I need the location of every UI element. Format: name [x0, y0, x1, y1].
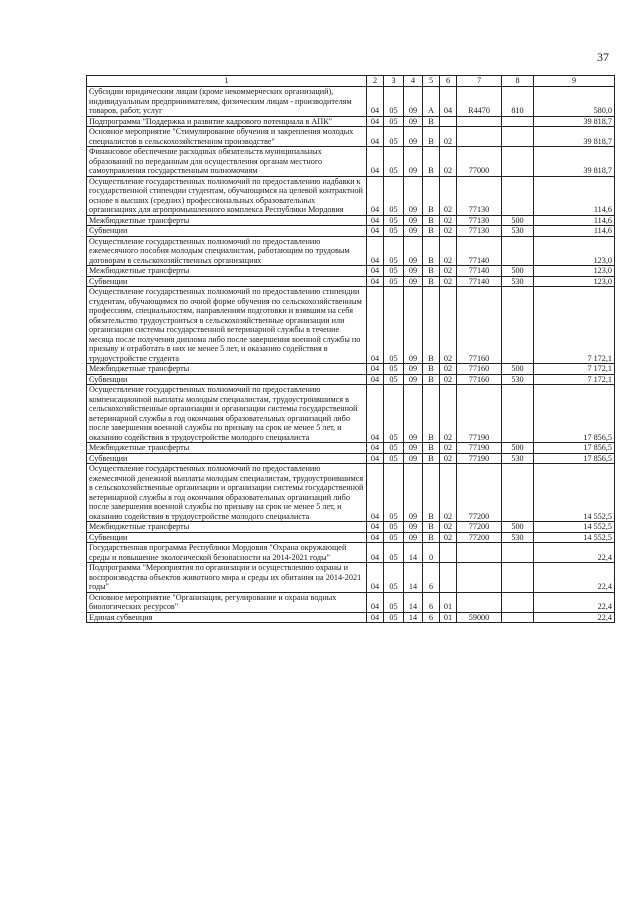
expense-type-cell [502, 176, 534, 215]
table-row [87, 563, 615, 593]
section-code-cell: 04 [367, 127, 384, 147]
amount-cell: 14 552,5 [534, 464, 615, 522]
amount-cell: 7 172,1 [534, 374, 615, 385]
table-row [87, 443, 615, 454]
table-row [87, 592, 615, 612]
subsection-code-cell: 05 [384, 276, 404, 287]
section-code-cell: 04 [367, 176, 384, 215]
amount-cell: 39 818,7 [534, 127, 615, 147]
row-name-cell: Осуществление государственных полномочий по предоставлению надбавки к государственной стипендии студентам, обучающимся на целевой контрактной основе в высших (средних) профессиональных образовательных организациях для агропромышленного комплекса Республики Мордовия [87, 176, 367, 215]
row-name-cell: Подпрограмма "Мероприятия по организации и осуществлению охраны и воспроизводства объектов животного мира и среды их обитания на 2014-2021 годы" [87, 563, 367, 593]
table-row [87, 543, 615, 563]
amount-cell: 22,4 [534, 592, 615, 612]
subprogram-code-cell: В [423, 364, 440, 375]
subprogram-code-cell: В [423, 176, 440, 215]
table-row [87, 116, 615, 127]
program-code-cell: 09 [404, 226, 423, 237]
direction-code-cell: 77130 [457, 226, 502, 237]
section-code-cell: 04 [367, 147, 384, 177]
subsection-code-cell: 05 [384, 116, 404, 127]
table-row [87, 385, 615, 443]
row-name-cell: Межбюджетные трансферты [87, 522, 367, 533]
column-header: 6 [440, 76, 457, 87]
subsection-code-cell: 05 [384, 592, 404, 612]
direction-code-cell: 77160 [457, 374, 502, 385]
program-code-cell: 09 [404, 87, 423, 117]
event-code-cell: 02 [440, 374, 457, 385]
program-code-cell: 09 [404, 147, 423, 177]
table-row [87, 522, 615, 533]
direction-code-cell: 77130 [457, 215, 502, 226]
row-name-cell: Осуществление государственных полномочий по предоставлению ежемесячной денежной выплаты молодым специалистам, трудоустроившимся в сельскохозяйственные организации и организации системы государственной ветеринарной службы в год окончания образовательных организаций либо после завершения военной службы по призыву на срок не менее 5 лет, и оказанию содействия в трудоустройстве молодого специалиста [87, 464, 367, 522]
subsection-code-cell: 05 [384, 176, 404, 215]
event-code-cell: 02 [440, 443, 457, 454]
event-code-cell: 02 [440, 464, 457, 522]
event-code-cell: 02 [440, 236, 457, 266]
table-row [87, 147, 615, 177]
table-row [87, 127, 615, 147]
section-code-cell: 04 [367, 215, 384, 226]
event-code-cell: 04 [440, 87, 457, 117]
subprogram-code-cell: В [423, 266, 440, 277]
event-code-cell: 02 [440, 215, 457, 226]
expense-type-cell: 810 [502, 87, 534, 117]
subsection-code-cell: 05 [384, 364, 404, 375]
subprogram-code-cell: В [423, 236, 440, 266]
direction-code-cell: R4470 [457, 87, 502, 117]
direction-code-cell: 77200 [457, 464, 502, 522]
program-code-cell: 09 [404, 443, 423, 454]
event-code-cell [440, 543, 457, 563]
section-code-cell: 04 [367, 563, 384, 593]
row-name-cell: Субвенции [87, 276, 367, 287]
program-code-cell: 09 [404, 364, 423, 375]
event-code-cell: 02 [440, 176, 457, 215]
row-name-cell: Основное мероприятие "Организация, регулирование и охрана водных биологических ресурсов" [87, 592, 367, 612]
event-code-cell: 01 [440, 612, 457, 623]
program-code-cell: 09 [404, 385, 423, 443]
subsection-code-cell: 05 [384, 266, 404, 277]
amount-cell: 580,0 [534, 87, 615, 117]
row-name-cell: Межбюджетные трансферты [87, 443, 367, 454]
amount-cell: 7 172,1 [534, 364, 615, 375]
amount-cell: 123,0 [534, 276, 615, 287]
direction-code-cell: 77130 [457, 176, 502, 215]
row-name-cell: Субвенции [87, 226, 367, 237]
subsection-code-cell: 05 [384, 127, 404, 147]
expense-type-cell [502, 147, 534, 177]
subsection-code-cell: 05 [384, 532, 404, 543]
event-code-cell: 02 [440, 147, 457, 177]
program-code-cell: 14 [404, 563, 423, 593]
program-code-cell: 09 [404, 176, 423, 215]
direction-code-cell: 77190 [457, 453, 502, 464]
table-body [87, 87, 615, 623]
section-code-cell: 04 [367, 532, 384, 543]
table-row [87, 87, 615, 117]
program-code-cell: 09 [404, 266, 423, 277]
amount-cell: 22,4 [534, 612, 615, 623]
expense-type-cell: 530 [502, 226, 534, 237]
table-row [87, 276, 615, 287]
subsection-code-cell: 05 [384, 464, 404, 522]
expense-type-cell [502, 592, 534, 612]
event-code-cell: 02 [440, 287, 457, 364]
program-code-cell: 14 [404, 592, 423, 612]
section-code-cell: 04 [367, 364, 384, 375]
direction-code-cell: 77200 [457, 532, 502, 543]
column-header: 3 [384, 76, 404, 87]
column-header: 8 [502, 76, 534, 87]
subsection-code-cell: 05 [384, 563, 404, 593]
subsection-code-cell: 05 [384, 87, 404, 117]
expense-type-cell [502, 116, 534, 127]
row-name-cell: Финансовое обеспечение расходных обязательств муниципальных образований по переданным для осуществления органам местного самоуправления государственным полномочиям [87, 147, 367, 177]
subprogram-code-cell: В [423, 147, 440, 177]
subsection-code-cell: 05 [384, 543, 404, 563]
table-row [87, 364, 615, 375]
program-code-cell: 09 [404, 116, 423, 127]
event-code-cell [440, 563, 457, 593]
direction-code-cell [457, 563, 502, 593]
column-header: 9 [534, 76, 615, 87]
event-code-cell: 02 [440, 522, 457, 533]
column-header: 4 [404, 76, 423, 87]
budget-table [86, 75, 615, 623]
amount-cell: 39 818,7 [534, 116, 615, 127]
program-code-cell: 09 [404, 453, 423, 464]
subprogram-code-cell: В [423, 287, 440, 364]
subprogram-code-cell: В [423, 226, 440, 237]
table-row [87, 612, 615, 623]
direction-code-cell [457, 543, 502, 563]
direction-code-cell: 77190 [457, 443, 502, 454]
amount-cell: 114,6 [534, 176, 615, 215]
expense-type-cell: 530 [502, 532, 534, 543]
subprogram-code-cell: В [423, 127, 440, 147]
column-header: 2 [367, 76, 384, 87]
event-code-cell: 02 [440, 127, 457, 147]
expense-type-cell [502, 127, 534, 147]
subprogram-code-cell: В [423, 385, 440, 443]
direction-code-cell [457, 116, 502, 127]
expense-type-cell [502, 612, 534, 623]
table-row [87, 453, 615, 464]
section-code-cell: 04 [367, 385, 384, 443]
subprogram-code-cell: В [423, 522, 440, 533]
amount-cell: 22,4 [534, 563, 615, 593]
event-code-cell [440, 116, 457, 127]
subprogram-code-cell: В [423, 374, 440, 385]
row-name-cell: Субвенции [87, 453, 367, 464]
row-name-cell: Осуществление государственных полномочий по предоставлению ежемесячного пособия молодым специалистам, работающим по трудовым договорам в сельскохозяйственных организациях [87, 236, 367, 266]
subsection-code-cell: 05 [384, 443, 404, 454]
subprogram-code-cell: В [423, 276, 440, 287]
amount-cell: 22,4 [534, 543, 615, 563]
program-code-cell: 09 [404, 276, 423, 287]
event-code-cell: 02 [440, 276, 457, 287]
expense-type-cell: 530 [502, 453, 534, 464]
page-number: 37 [597, 50, 609, 64]
expense-type-cell [502, 287, 534, 364]
section-code-cell: 04 [367, 116, 384, 127]
direction-code-cell: 77140 [457, 236, 502, 266]
expense-type-cell: 500 [502, 522, 534, 533]
program-code-cell: 09 [404, 127, 423, 147]
table-row [87, 374, 615, 385]
program-code-cell: 14 [404, 543, 423, 563]
amount-cell: 114,6 [534, 226, 615, 237]
amount-cell: 17 856,5 [534, 453, 615, 464]
program-code-cell: 09 [404, 236, 423, 266]
subsection-code-cell: 05 [384, 522, 404, 533]
column-header: 1 [87, 76, 367, 87]
amount-cell: 14 552,5 [534, 522, 615, 533]
subsection-code-cell: 05 [384, 385, 404, 443]
column-header: 7 [457, 76, 502, 87]
subprogram-code-cell: А [423, 87, 440, 117]
program-code-cell: 09 [404, 215, 423, 226]
row-name-cell: Основное мероприятие "Стимулирование обучения и закрепления молодых специалистов в сельскохозяйственном производстве" [87, 127, 367, 147]
direction-code-cell: 77000 [457, 147, 502, 177]
subsection-code-cell: 05 [384, 215, 404, 226]
expense-type-cell [502, 464, 534, 522]
table-row [87, 176, 615, 215]
subsection-code-cell: 05 [384, 226, 404, 237]
subprogram-code-cell: 6 [423, 563, 440, 593]
direction-code-cell: 77190 [457, 385, 502, 443]
subprogram-code-cell: В [423, 116, 440, 127]
amount-cell: 114,6 [534, 215, 615, 226]
section-code-cell: 04 [367, 612, 384, 623]
section-code-cell: 04 [367, 287, 384, 364]
program-code-cell: 09 [404, 374, 423, 385]
event-code-cell: 02 [440, 364, 457, 375]
section-code-cell: 04 [367, 443, 384, 454]
subsection-code-cell: 05 [384, 453, 404, 464]
expense-type-cell [502, 543, 534, 563]
row-name-cell: Подпрограмма "Поддержка и развитие кадрового потенциала в АПК" [87, 116, 367, 127]
subprogram-code-cell: В [423, 532, 440, 543]
direction-code-cell: 59000 [457, 612, 502, 623]
subprogram-code-cell: В [423, 215, 440, 226]
subprogram-code-cell: В [423, 464, 440, 522]
direction-code-cell: 77160 [457, 287, 502, 364]
expense-type-cell: 500 [502, 364, 534, 375]
row-name-cell: Межбюджетные трансферты [87, 215, 367, 226]
subprogram-code-cell: 6 [423, 612, 440, 623]
expense-type-cell: 500 [502, 266, 534, 277]
table-row [87, 287, 615, 364]
amount-cell: 39 818,7 [534, 147, 615, 177]
event-code-cell: 02 [440, 532, 457, 543]
section-code-cell: 04 [367, 266, 384, 277]
row-name-cell: Государственная программа Республики Мордовия "Охрана окружающей среды и повышение экологической безопасности на 2014-2021 годы" [87, 543, 367, 563]
row-name-cell: Субвенции [87, 532, 367, 543]
expense-type-cell [502, 385, 534, 443]
event-code-cell: 02 [440, 453, 457, 464]
direction-code-cell: 77160 [457, 364, 502, 375]
table-row [87, 464, 615, 522]
table-row [87, 532, 615, 543]
subprogram-code-cell: В [423, 443, 440, 454]
row-name-cell: Осуществление государственных полномочий по предоставлению стипендии студентам, обучающимся по очной форме обучения по сельскохозяйственным профессиям, специальностям, направлениям подготовки и взявшим на себя обязательство трудоустроиться в сельскохозяйственные организации или организации системы государственной ветеринарной службы в течение месяца после получения диплома либо после завершения военной службы по призыву и отработать в них не менее 5 лет, и оказанию содействия в трудоустройстве студента [87, 287, 367, 364]
subprogram-code-cell: 6 [423, 592, 440, 612]
row-name-cell: Субсидии юридическим лицам (кроме некоммерческих организаций), индивидуальным предпринимателям, физическим лицам - производителям товаров, работ, услуг [87, 87, 367, 117]
amount-cell: 123,0 [534, 236, 615, 266]
row-name-cell: Межбюджетные трансферты [87, 364, 367, 375]
amount-cell: 7 172,1 [534, 287, 615, 364]
subsection-code-cell: 05 [384, 287, 404, 364]
event-code-cell: 02 [440, 226, 457, 237]
expense-type-cell: 530 [502, 276, 534, 287]
row-name-cell: Осуществление государственных полномочий по предоставлению компенсационной выплаты молодым специалистам, трудоустроившимся в сельскохозяйственные организации и организации системы государственной ветеринарной службы в год окончания образовательных организаций либо после завершения военной службы по призыву на срок не менее 5 лет, и оказанию содействия в трудоустройстве молодого специалиста [87, 385, 367, 443]
table-row [87, 215, 615, 226]
direction-code-cell: 77140 [457, 266, 502, 277]
row-name-cell: Единая субвенция [87, 612, 367, 623]
section-code-cell: 04 [367, 453, 384, 464]
amount-cell: 14 552,5 [534, 532, 615, 543]
amount-cell: 17 856,5 [534, 443, 615, 454]
expense-type-cell: 500 [502, 443, 534, 454]
section-code-cell: 04 [367, 276, 384, 287]
section-code-cell: 04 [367, 592, 384, 612]
program-code-cell: 09 [404, 464, 423, 522]
expense-type-cell [502, 563, 534, 593]
section-code-cell: 04 [367, 226, 384, 237]
direction-code-cell: 77200 [457, 522, 502, 533]
section-code-cell: 04 [367, 236, 384, 266]
expense-type-cell: 500 [502, 215, 534, 226]
amount-cell: 123,0 [534, 266, 615, 277]
table-row [87, 226, 615, 237]
subprogram-code-cell: 0 [423, 543, 440, 563]
subsection-code-cell: 05 [384, 147, 404, 177]
table-header-row [87, 76, 615, 87]
event-code-cell: 02 [440, 385, 457, 443]
subprogram-code-cell: В [423, 453, 440, 464]
section-code-cell: 04 [367, 464, 384, 522]
section-code-cell: 04 [367, 374, 384, 385]
subsection-code-cell: 05 [384, 612, 404, 623]
direction-code-cell: 77140 [457, 276, 502, 287]
program-code-cell: 14 [404, 612, 423, 623]
event-code-cell: 02 [440, 266, 457, 277]
program-code-cell: 09 [404, 522, 423, 533]
expense-type-cell [502, 236, 534, 266]
section-code-cell: 04 [367, 543, 384, 563]
column-header: 5 [423, 76, 440, 87]
subsection-code-cell: 05 [384, 374, 404, 385]
event-code-cell: 01 [440, 592, 457, 612]
expense-type-cell: 530 [502, 374, 534, 385]
subsection-code-cell: 05 [384, 236, 404, 266]
direction-code-cell [457, 127, 502, 147]
amount-cell: 17 856,5 [534, 385, 615, 443]
table-row [87, 236, 615, 266]
section-code-cell: 04 [367, 87, 384, 117]
direction-code-cell [457, 592, 502, 612]
table-row [87, 266, 615, 277]
program-code-cell: 09 [404, 287, 423, 364]
program-code-cell: 09 [404, 532, 423, 543]
row-name-cell: Межбюджетные трансферты [87, 266, 367, 277]
row-name-cell: Субвенции [87, 374, 367, 385]
section-code-cell: 04 [367, 522, 384, 533]
